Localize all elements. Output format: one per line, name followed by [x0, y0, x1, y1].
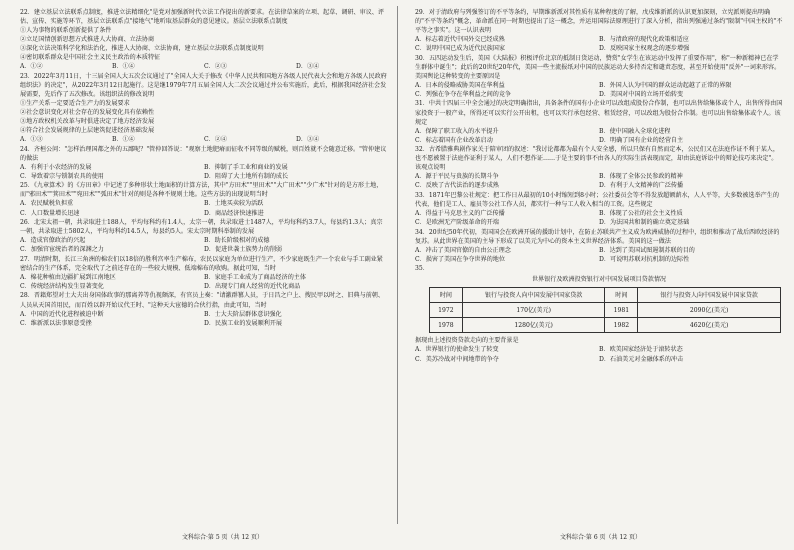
answer-option: B．助长阶级相对的成德	[204, 237, 270, 245]
page-footer-left: 文科综合·第 5 页（共 12 页）	[182, 534, 263, 541]
answer-option: A．造成官僚政治的兴起	[20, 237, 86, 245]
table-header-cell: 时间	[605, 288, 638, 303]
data-table	[429, 287, 781, 333]
answer-option: C．加强官宦统治者的深渊之力	[20, 246, 104, 254]
answer-option: D．③④	[296, 63, 320, 71]
right-column	[415, 8, 783, 364]
table-row	[430, 303, 781, 318]
table-cell: 4620亿(美元)	[638, 318, 781, 333]
table-header-cell: 时间	[430, 288, 463, 303]
answer-option: A．日本的侵略威胁美国在华利益	[415, 81, 505, 89]
answer-option: B．①④	[112, 63, 135, 71]
answer-option: B．土地买卖较为活跃	[204, 200, 264, 208]
answer-options	[20, 310, 388, 328]
question	[20, 72, 388, 144]
answer-option: A．①②	[20, 63, 43, 71]
table-cell: 1978	[430, 318, 463, 333]
answer-option: C．维新派以法事原意受挫	[20, 319, 92, 327]
answer-options	[20, 163, 388, 181]
answer-option: C．反映了古代法治的逐步成熟	[415, 182, 499, 190]
question-statement: ③深化立法决策科学化和法治化，推进人大协商、立法协商，建立基层立法联系点制度说明	[20, 45, 264, 53]
answer-options	[415, 127, 783, 145]
question-stem: 34．20世纪50年代初，美国国会在欧洲开展的援助计划中，在防止苏联共产主义成为欧洲威胁的过程中，组织和推动了战后西欧经济的复苏。从此世界在美国的主导下形成了以美元为中心的资本主义世界经济体系。美国的这一做法	[415, 228, 780, 245]
question-stem: 29．对于清政府与列强签订的不平等条约，早期维新派对其性质有某种程度的了解，戊戌维新派的认识更加深刻，立宪派则提出明确的"不平等条约"概念，革命派在同一时期也提出了这一概念，并运用国际法原理进行了深入分析，指出列强通过条约"限制"中国主权的"不平等之事实"。这一认识表明	[415, 9, 783, 35]
answer-option: A．冲击了美国官僚的自由公正理念	[415, 246, 511, 254]
question-stem: 25．《九章算术》的《方田章》中记述了多种形状土地面积的计算方法，其中"方田术""里田术""大广田术""少广术"针对的是方形土地，而"邪田术""箕田术""宛田术""弧田术"针对的则是各种不规则土地。这些方法的出现说明当时	[20, 182, 383, 199]
question	[415, 228, 783, 264]
answer-options	[415, 35, 783, 53]
answer-option: A．世界银行的使命发生了转变	[415, 346, 499, 354]
answer-option: B．欧美国家经济处于滚转状态	[599, 346, 683, 354]
answer-option: D．可说明苏联对抗机制的边际性	[599, 255, 690, 263]
answer-option: C．传统经济结构发生显著变化	[20, 282, 104, 290]
table-cell: 2090亿(美元)	[638, 303, 781, 318]
answer-options	[20, 273, 388, 291]
question-statement: ②社会意识变化对社会存在的发展变化具有依赖性	[20, 109, 155, 117]
question	[20, 218, 388, 254]
answer-option: C．是欧洲无产阶级革命的开端	[415, 219, 499, 227]
question-stem: 32．古希腊雅典剧作家关于陪审团的叙述："我讨论都都为最有个人安全感，所以只保有自然而定本，公民们又在法庭作证不利于某人，也不愿被置于法庭作证利于某人，人们不想作证……于是主要的事不由各人的实际生活表现而定，却由法庭诉讼中的辩论技巧来决定"。该观点说明	[415, 146, 779, 172]
answer-options	[20, 62, 388, 71]
answer-option: D．为法国共和制的确立奠定基础	[599, 219, 690, 227]
answer-option: B．外国人认为中国的群众运动起越了正常的界限	[599, 81, 732, 89]
question-stem: 35．	[415, 265, 429, 273]
question-stem: 27．明清时期，长江三角洲的棉农们以18倍的胜利宫率生产棉布，农民以家庭为单位进行生产，不少家庭既生产一个农业与手工副业紧密结合的生产体系，完全取代了之前还存在的一些较大规模、低端棉布的收购。据此可知，当时	[20, 255, 383, 272]
question	[415, 145, 783, 190]
answer-option: D．明确了国有企业的经营自主	[599, 136, 684, 144]
question-prompt: 据现由上述投资贷款走向的主要背景是	[415, 337, 519, 345]
question-statement: ④密切联系群众是中国社会主义民主政治的本质特征	[20, 54, 161, 62]
question-statement: ④符合社会发展规律的上层建筑促进经济基础发展	[20, 127, 155, 135]
answer-option: D．③④	[296, 136, 320, 144]
answer-options	[415, 209, 783, 227]
answer-option: D．民族工业的发展顺利开展	[204, 319, 283, 327]
answer-option: B．与清政府的现代化政策相适应	[599, 36, 689, 44]
question-stem: 22．建立基层立法联系点制度，推进立法精细化"是党对加强新时代立法工作提出的新要求。在法律草案的立项、起草、调研、审议、评估、宣传、实施等环节，基层立法联系点"接地气"地听取基层群众的意见建议。基层立法联系点制度	[20, 9, 384, 26]
answer-option: D．阻碍了大土地所有制的成长	[204, 172, 289, 180]
question-stem: 26．北宋太祖一朝，共录取进士188人，平均每科约有1.4人，太宗一朝，共录取进士1487人，平均每科约3.7人，每县约1.3人；真宗一朝，共录取进士5802人，平均每科约14.5人，每县约5人。宋太宗时期科举制的发展	[20, 219, 383, 236]
answer-option: B．家庭手工业成为了商品经济的主体	[204, 273, 306, 281]
table-cell: 170亿(美元)	[462, 303, 605, 318]
answer-option: D．石油美元对金融体系的冲击	[599, 355, 684, 363]
answer-option: B．①④	[112, 136, 135, 144]
question-stem: 30．五四运动发生后，美国《大陆报》积极评价北京的抵制日货运动，赞赏"女学生在该运动中发挥了重要作用"，称"一种新精神已在学生群体中诞生"；此后的20世纪20年代，美国一些主流报纸对中国的民族运动大多持否定和谴责态度，甚至开始使用"反外"一词来形容。美国舆论这种转变的主要原因是	[415, 54, 781, 80]
answer-option: D．出现专门商人经营的近代化商品	[204, 282, 301, 290]
answer-options	[415, 172, 783, 190]
question-stem: 28．晋籍郑望对士大夫出身国体政事的那离养等仇视颇深，有官员上奏："请激群篡人员，于日昌之户上、搜民甲以时之、旧典与前朝、人员从天国首用民，而百姓以辟开始议代王时、"这种天大宦德的合伙行指，由此可知，当时	[20, 292, 384, 309]
page-footer-right: 文科综合·第 6 页（共 12 页）	[560, 534, 641, 541]
answer-option: A．标志着近代中国外交已经成熟	[415, 36, 505, 44]
answer-option: C．标志着国有企业改革启动	[415, 136, 493, 144]
answer-option: B．体现了全体公民参政的精神	[599, 173, 683, 181]
table-title: 世界银行及欧洲投资银行对中国发展项目贷款情况	[531, 276, 667, 284]
table-cell: 1280亿(美元)	[462, 318, 605, 333]
answer-option: C．人口数量增长迅速	[20, 209, 80, 217]
answer-option: A．保障了职工收入的水平提升	[415, 127, 499, 135]
table-header-cell: 银行与投资人向中国发展中国家贷款	[462, 288, 605, 303]
answer-option: D．商品经济快速推进	[204, 209, 264, 217]
question-statement: ③地方政权机关改革与时俱进决定了地方经济发展	[20, 118, 155, 126]
table-cell: 1972	[430, 303, 463, 318]
answer-option: A．农民赋税负担重	[20, 200, 74, 208]
answer-option: C．美苏冷战对中间地带的争夺	[415, 355, 499, 363]
left-column	[20, 8, 388, 328]
table-header-cell: 银行与投资人向中国发展中国家贷款	[638, 288, 781, 303]
answer-options	[415, 345, 783, 363]
question-statement: ①人为事物的联系创新提供了条件	[20, 27, 112, 35]
question	[415, 8, 783, 53]
answer-options	[20, 236, 388, 254]
answer-option: A．中国的近代化进程被迫中断	[20, 310, 104, 318]
question-stem: 31．中共十四届三中全会通过的决定明确指出，具备条件的国有小企业可以改组成股份合作制，也可以出售给集体或个人，出售所得由国家投资于一般产业，所得还可以实行公开出租，也可以实行承包经营、租赁经营，可以改组为股份合作制。也可以出售给集体或个人。该规定	[415, 100, 783, 126]
table-row	[430, 318, 781, 333]
table-cell: 1981	[605, 303, 638, 318]
column-divider	[397, 6, 398, 524]
table-cell: 1982	[605, 318, 638, 333]
answer-option: A．棉花种植由边疆扩展到江南地区	[20, 273, 116, 281]
question-statement: ②立足国情创新思想方式推进人大协商、立法协商	[20, 36, 155, 44]
question	[415, 191, 783, 227]
answer-options	[415, 246, 783, 264]
question	[20, 8, 388, 71]
answer-option: A．得益于马克思主义的广泛传播	[415, 210, 505, 218]
answer-option: C．损害了美国在争夺世界的地位	[415, 255, 505, 263]
question-stem: 23．2022年3月11日，十三届全国人大五次会议通过了"全国人大关于修改《中华人民共和国地方各级人民代表大会和地方各级人民政府组织法》的决定"，从2022年3月12日起施行。这是继1979年7月五届全国人大二次会议通过并公布实施后，此后，根据我国经济社会发展需要，先后作了五次修改。该组织法的修改说明	[20, 72, 387, 98]
answer-option: C．说明中国已成为近代民族国家	[415, 45, 505, 53]
question	[415, 264, 783, 363]
question-statement: ①生产关系一定要适合生产力的发展要求	[20, 99, 130, 107]
question-stem: 24．齐桓公问："怎样治理国都之外的五鄙呢？"管仲回答说："观察土地肥瘠而征收不同等级的赋税，则百姓就不会随意迁移。"管仲建议的做法	[20, 145, 387, 162]
answer-option: B．士大夫阶层群体意识强化	[204, 310, 282, 318]
question	[20, 291, 388, 327]
answer-option: C．②④	[204, 136, 227, 144]
answer-option: C．②③	[204, 63, 227, 71]
question	[415, 99, 783, 144]
answer-options	[20, 135, 388, 144]
answer-option: B．体现了公社的社会主义性质	[599, 210, 683, 218]
question	[20, 145, 388, 181]
question	[20, 181, 388, 217]
answer-option: A．①③	[20, 136, 43, 144]
answer-option: C．导致着宗与锁制农具的使用	[20, 172, 104, 180]
answer-option: D．美国对中国的立场开始转变	[599, 90, 684, 98]
answer-option: D．促进世袭士族势力的削弱	[204, 246, 283, 254]
answer-option: B．使中国融入全球化进程	[599, 127, 671, 135]
answer-option: D．有利于人文精神的广泛传播	[599, 182, 684, 190]
answer-options	[415, 81, 783, 99]
question	[20, 255, 388, 291]
answer-option: C．列强在争夺在华利益之间的竞争	[415, 90, 512, 98]
answer-option: B．抑制了手工业和商业的发展	[204, 163, 288, 171]
answer-option: B．达到了美国试图遏制苏联的目的	[599, 246, 695, 254]
answer-option: A．有利于小农经济的发展	[20, 163, 92, 171]
answer-option: A．源于平民与贵族的长期斗争	[415, 173, 499, 181]
question	[415, 54, 783, 99]
answer-options	[20, 199, 388, 217]
table-header-row	[430, 288, 781, 303]
question-stem: 33．1871年巴黎公社规定：把工作日从最初的10小时缩短到8小时；公社委员会等不得发放超额薪水，人人平等，大多数被选举产生的代表，他们是工人、雇员等公社工作人员，都实行一种与工人收入相当的工资。这些规定	[415, 191, 779, 208]
answer-option: D．反映国家主权观念的逐步增强	[599, 45, 690, 53]
